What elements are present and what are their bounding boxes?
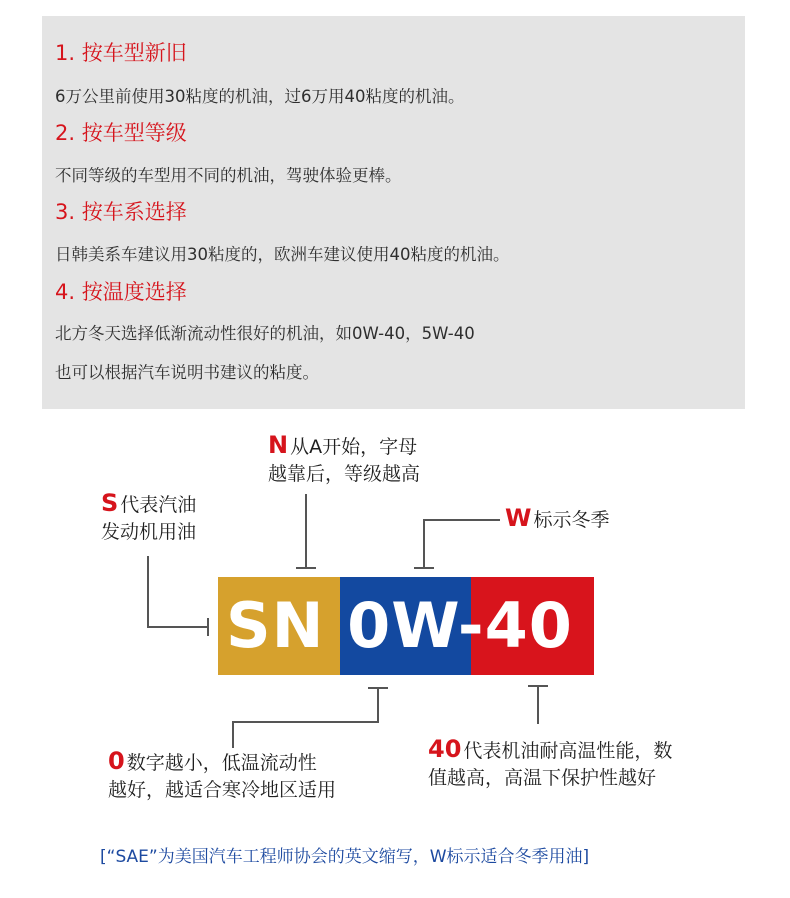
label-w-line1: 标示冬季: [533, 509, 610, 531]
w-connector-line: [424, 520, 500, 568]
zero-connector-line: [233, 688, 378, 748]
label-n-line1: 从A开始，字母: [290, 436, 418, 458]
label-forty-line2: 值越高，高温下保护性越好: [428, 767, 657, 789]
label-n: [268, 432, 420, 488]
label-n-line2: 越靠后，等级越高: [268, 463, 421, 485]
tip-text-4b: 也可以根据汽车说明书建议的粘度。: [55, 363, 319, 382]
tip-heading-3: 3. 按车系选择: [55, 200, 187, 224]
label-zero-key: 0: [108, 747, 125, 775]
label-s-key: S: [101, 489, 119, 517]
tip-heading-1: 1. 按车型新旧: [55, 41, 187, 65]
label-forty-key: 40: [428, 735, 462, 763]
label-w: [505, 505, 610, 534]
label-s-line1: 代表汽油: [120, 494, 197, 516]
tip-heading-4: 4. 按温度选择: [55, 280, 187, 304]
label-s-line2: 发动机用油: [101, 521, 197, 543]
label-zero-line2: 越好，越适合寒冷地区适用: [108, 779, 337, 801]
label-forty: [428, 736, 672, 792]
label-zero-line1: 数字越小，低温流动性: [126, 752, 317, 774]
label-w-key: W: [505, 504, 532, 532]
oil-grade-code: SN 0W-40: [226, 589, 573, 662]
tip-text-1: 6万公里前使用30粘度的机油，过6万用40粘度的机油。: [55, 87, 465, 106]
s-connector-line: [148, 556, 208, 627]
sae-footnote: [“SAE”为美国汽车工程师协会的英文缩写，W标示适合冬季用油]: [100, 847, 590, 867]
label-n-key: N: [268, 431, 289, 459]
tip-text-2: 不同等级的车型用不同的机油，驾驶体验更棒。: [55, 166, 402, 185]
tip-text-3: 日韩美系车建议用30粘度的，欧洲车建议使用40粘度的机油。: [55, 245, 510, 264]
tip-text-4a: 北方冬天选择低渐流动性很好的机油，如0W-40，5W-40: [55, 324, 475, 343]
label-forty-line1: 代表机油耐高温性能，数: [463, 740, 673, 762]
tip-heading-2: 2. 按车型等级: [55, 121, 187, 145]
label-zero: [108, 748, 336, 804]
label-s: [101, 490, 196, 546]
